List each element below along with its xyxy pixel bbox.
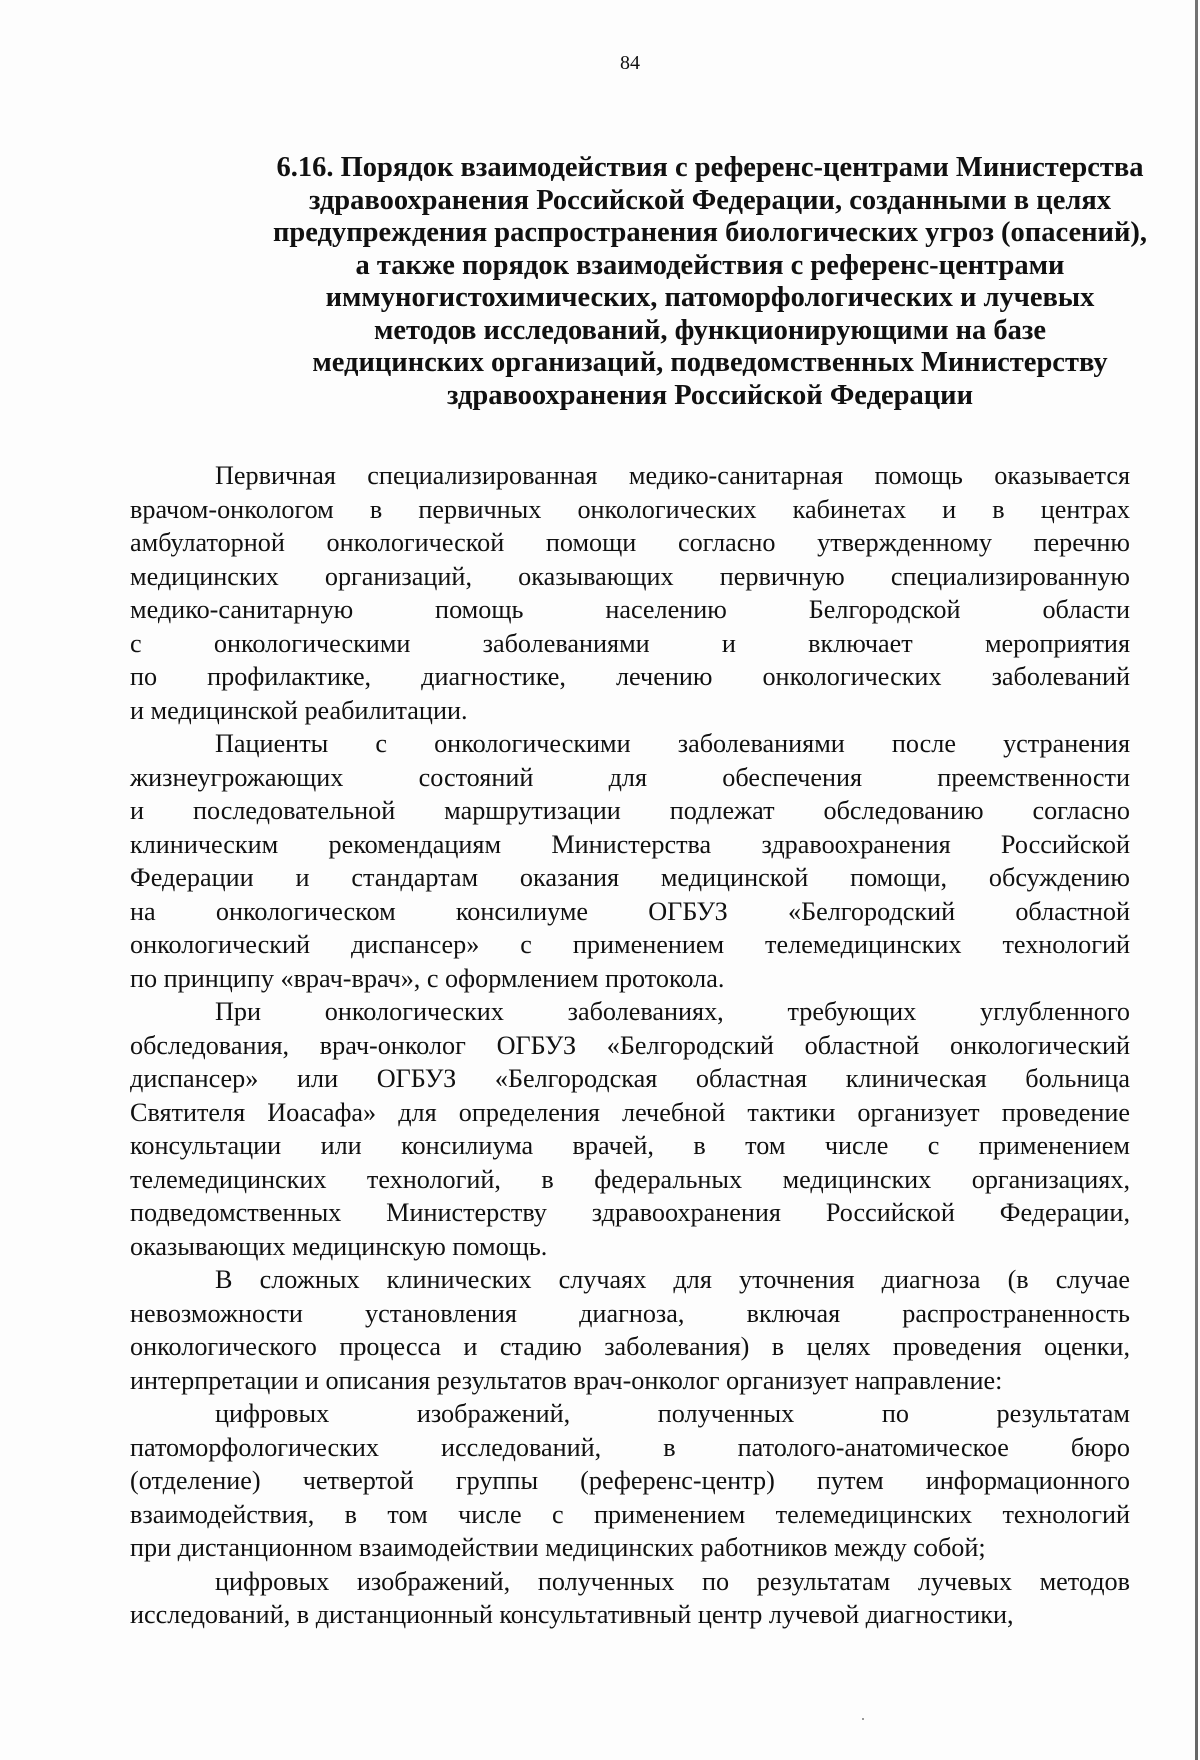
body-line: и последовательной маршрутизации подлежат обследованию согласно (130, 796, 1130, 825)
body-line: клиническим рекомендациям Министерства здравоохранения Российской (130, 829, 1130, 859)
body-line: патоморфологических исследований, в патолого-анатомическое бюро (130, 1432, 1130, 1462)
page-number: 84 (620, 52, 640, 74)
body-line: При онкологических заболеваниях, требующих углубленного (215, 997, 1130, 1026)
body-line: Святителя Иоасафа» для определения лечебной тактики организует проведение (130, 1097, 1130, 1127)
heading-line: здравоохранения Российской Федерации (446, 379, 973, 411)
body-line: цифровых изображений, полученных по результатам лучевых методов (215, 1566, 1130, 1596)
body-line: амбулаторной онкологической помощи согласно утвержденному перечню (130, 528, 1130, 557)
heading-line: 6.16. Порядок взаимодействия с референс-центрами Министерства (276, 152, 1144, 183)
body-line: диспансер» или ОГБУЗ «Белгородская областная клиническая больница (130, 1064, 1130, 1093)
body-line: и медицинской реабилитации. (130, 695, 468, 725)
body-line: по профилактике, диагностике, лечению онкологических заболеваний (130, 662, 1130, 691)
heading-line: здравоохранения Российской Федерации, созданными в целях (308, 184, 1112, 216)
body-line: (отделение) четвертой группы (референс-центр) путем информационного (130, 1466, 1130, 1495)
body-line: интерпретации и описания результатов врач-онколог организует направление: (130, 1365, 1003, 1395)
body-line: онкологический диспансер» с применением телемедицинских технологий (130, 930, 1130, 959)
body-line: врачом-онкологом в первичных онкологических кабинетах и в центрах (130, 494, 1130, 524)
body-line: при дистанционном взаимодействии медицинских работников между собой; (130, 1533, 986, 1562)
heading-line: а также порядок взаимодействия с референс-центрами (355, 249, 1065, 281)
body-line: медико-санитарную помощь населению Белгородской области (130, 595, 1130, 624)
body-line: цифровых изображений, полученных по результатам (215, 1399, 1130, 1428)
body-line: жизнеугрожающих состояний для обеспечения преемственности (130, 762, 1130, 792)
section-heading (160, 152, 1200, 412)
body-line: консультации или консилиума врачей, в том числе с применением (130, 1131, 1130, 1160)
scan-speck (862, 1718, 864, 1720)
body-line: Пациенты с онкологическими заболеваниями после устранения (215, 729, 1130, 758)
heading-line: методов исследований, функционирующими на базе (373, 314, 1047, 346)
body-line: подведомственных Министерству здравоохранения Российской Федерации, (130, 1198, 1130, 1227)
body-line: В сложных клинических случаях для уточнения диагноза (в случае (215, 1265, 1130, 1294)
body-line: невозможности установления диагноза, включая распространенность (130, 1298, 1130, 1328)
document-body (130, 459, 1130, 1632)
body-line: с онкологическими заболеваниями и включает мероприятия (130, 628, 1130, 658)
body-line: взаимодействия, в том числе с применением телемедицинских технологий (130, 1499, 1130, 1529)
heading-line: медицинских организаций, подведомственных Министерству (312, 347, 1108, 378)
body-line: онкологического процесса и стадию заболевания) в целях проведения оценки, (130, 1332, 1130, 1361)
body-line: на онкологическом консилиуме ОГБУЗ «Белгородский областной (130, 896, 1130, 926)
body-line: телемедицинских технологий, в федеральных медицинских организациях, (130, 1164, 1130, 1194)
heading-line: предупреждения распространения биологических угроз (опасений), (273, 217, 1147, 248)
body-line: Первичная специализированная медико-санитарная помощь оказывается (215, 461, 1130, 490)
body-line: оказывающих медицинскую помощь. (130, 1231, 548, 1261)
heading-line: иммуногистохимических, патоморфологических и лучевых (325, 282, 1095, 313)
body-line: по принципу «врач-врач», с оформлением протокола. (130, 963, 725, 993)
body-line: исследований, в дистанционный консультативный центр лучевой диагностики, (130, 1600, 1014, 1629)
body-line: обследования, врач-онколог ОГБУЗ «Белгородский областной онкологический (130, 1030, 1130, 1060)
body-line: медицинских организаций, оказывающих первичную специализированную (130, 561, 1130, 591)
body-line: Федерации и стандартам оказания медицинской помощи, обсуждению (130, 863, 1130, 892)
